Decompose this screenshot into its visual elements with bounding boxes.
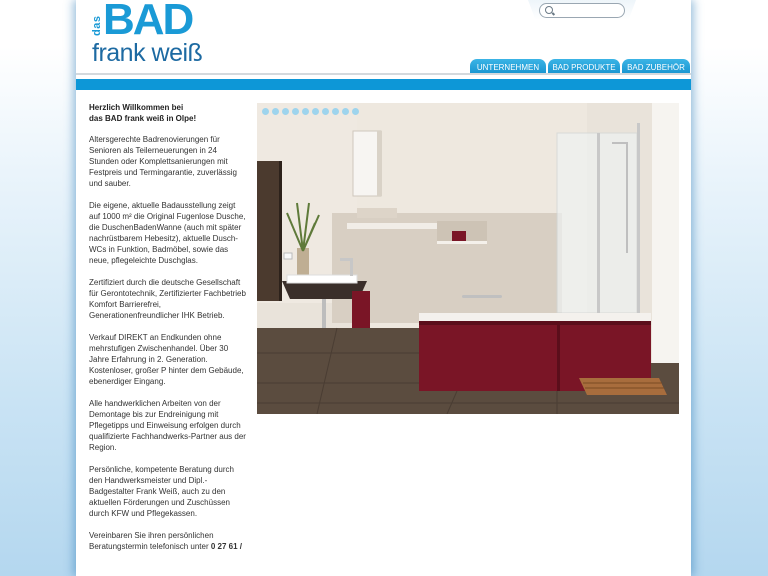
slider-dots xyxy=(262,108,359,115)
nav-tab-unternehmen[interactable]: UNTERNEHMEN xyxy=(470,59,546,75)
bathroom-illustration xyxy=(257,103,679,414)
welcome-heading xyxy=(89,102,247,124)
paragraph-consulting: Persönliche, kompetente Beratung durch den Handwerksmeister und Dipl.-Badgestalter Frank Weiß, auch zu den aktuellen Förderungen und Zuschüssen durch KFW und Pflegekassen. xyxy=(89,465,234,518)
header-divider xyxy=(76,73,691,75)
hero-bathroom-image xyxy=(257,103,679,414)
slider-dot[interactable] xyxy=(352,108,359,115)
page-container xyxy=(76,0,691,576)
appointment-text: Vereinbaren Sie ihren persönlichen Beratungstermin telefonisch unter xyxy=(89,531,214,551)
logo-das: das xyxy=(91,15,103,36)
slider-dot[interactable] xyxy=(272,108,279,115)
slider-dot[interactable] xyxy=(282,108,289,115)
logo[interactable] xyxy=(91,0,203,68)
paragraph-craftsmanship: Alle handwerklichen Arbeiten von der Demontage bis zur Endreinigung mit Pflegetipps und Einweisung erfolgen durch qualifizierte Fachhandwerks-Partner aus der Region. xyxy=(89,399,246,452)
paragraph-direct-sales: Verkauf DIREKT an Endkunden ohne mehrstufigen Zwischenhandel. Über 30 Jahre Erfahrung in 2. Generation. Kostenloser, großer P hinter dem Gebäude, ebenerdiger Eingang. xyxy=(89,333,244,386)
header-blue-bar xyxy=(76,79,691,90)
slider-dot[interactable] xyxy=(262,108,269,115)
slider-dot[interactable] xyxy=(292,108,299,115)
welcome-line-1: Herzlich Willkommen bei xyxy=(89,103,184,112)
phone-number: 0 27 61 / xyxy=(210,542,242,551)
slider-dot[interactable] xyxy=(322,108,329,115)
welcome-line-2: das BAD frank weiß in Olpe! xyxy=(89,114,197,123)
logo-bad: BAD xyxy=(103,0,193,44)
intro-text xyxy=(89,102,247,563)
paragraph-certification: Zertifiziert durch die deutsche Gesellschaft für Gerontotechnik, Zertifizierter Fachbetrieb Komfort Barrierefrei, Generationenfreundlicher IHK Betrieb. xyxy=(89,278,246,320)
paragraph-renovation: Altersgerechte Badrenovierungen für Senioren als Teilerneuerungen in 24 Stunden oder Komplettsanierungen mit Festpreis und Termingarantie, zuverlässig und sauber. xyxy=(89,135,237,188)
paragraph-showroom: Die eigene, aktuelle Badausstellung zeigt auf 1000 m² die Original Fugenlose Dusche, die DuschenBadenWanne (auch mit später nachrüstbarem Hebesitz), aktuelle Dusch-WCs in Funktion, Badmöbel, sowie das neue, pflegeleichte Duschglas. xyxy=(89,201,246,265)
paragraph-appointment xyxy=(89,530,247,552)
nav-tab-bad-produkte[interactable]: BAD PRODUKTE xyxy=(548,59,620,75)
search-icon[interactable] xyxy=(545,6,553,14)
slider-dot[interactable] xyxy=(342,108,349,115)
search-input[interactable] xyxy=(556,5,618,15)
nav-tab-bad-zubehoer[interactable]: BAD ZUBEHÖR xyxy=(622,59,690,75)
search-field[interactable] xyxy=(539,3,625,18)
slider-dot[interactable] xyxy=(312,108,319,115)
logo-name: frank weiß xyxy=(92,39,203,67)
slider-dot[interactable] xyxy=(302,108,309,115)
slider-dot[interactable] xyxy=(332,108,339,115)
